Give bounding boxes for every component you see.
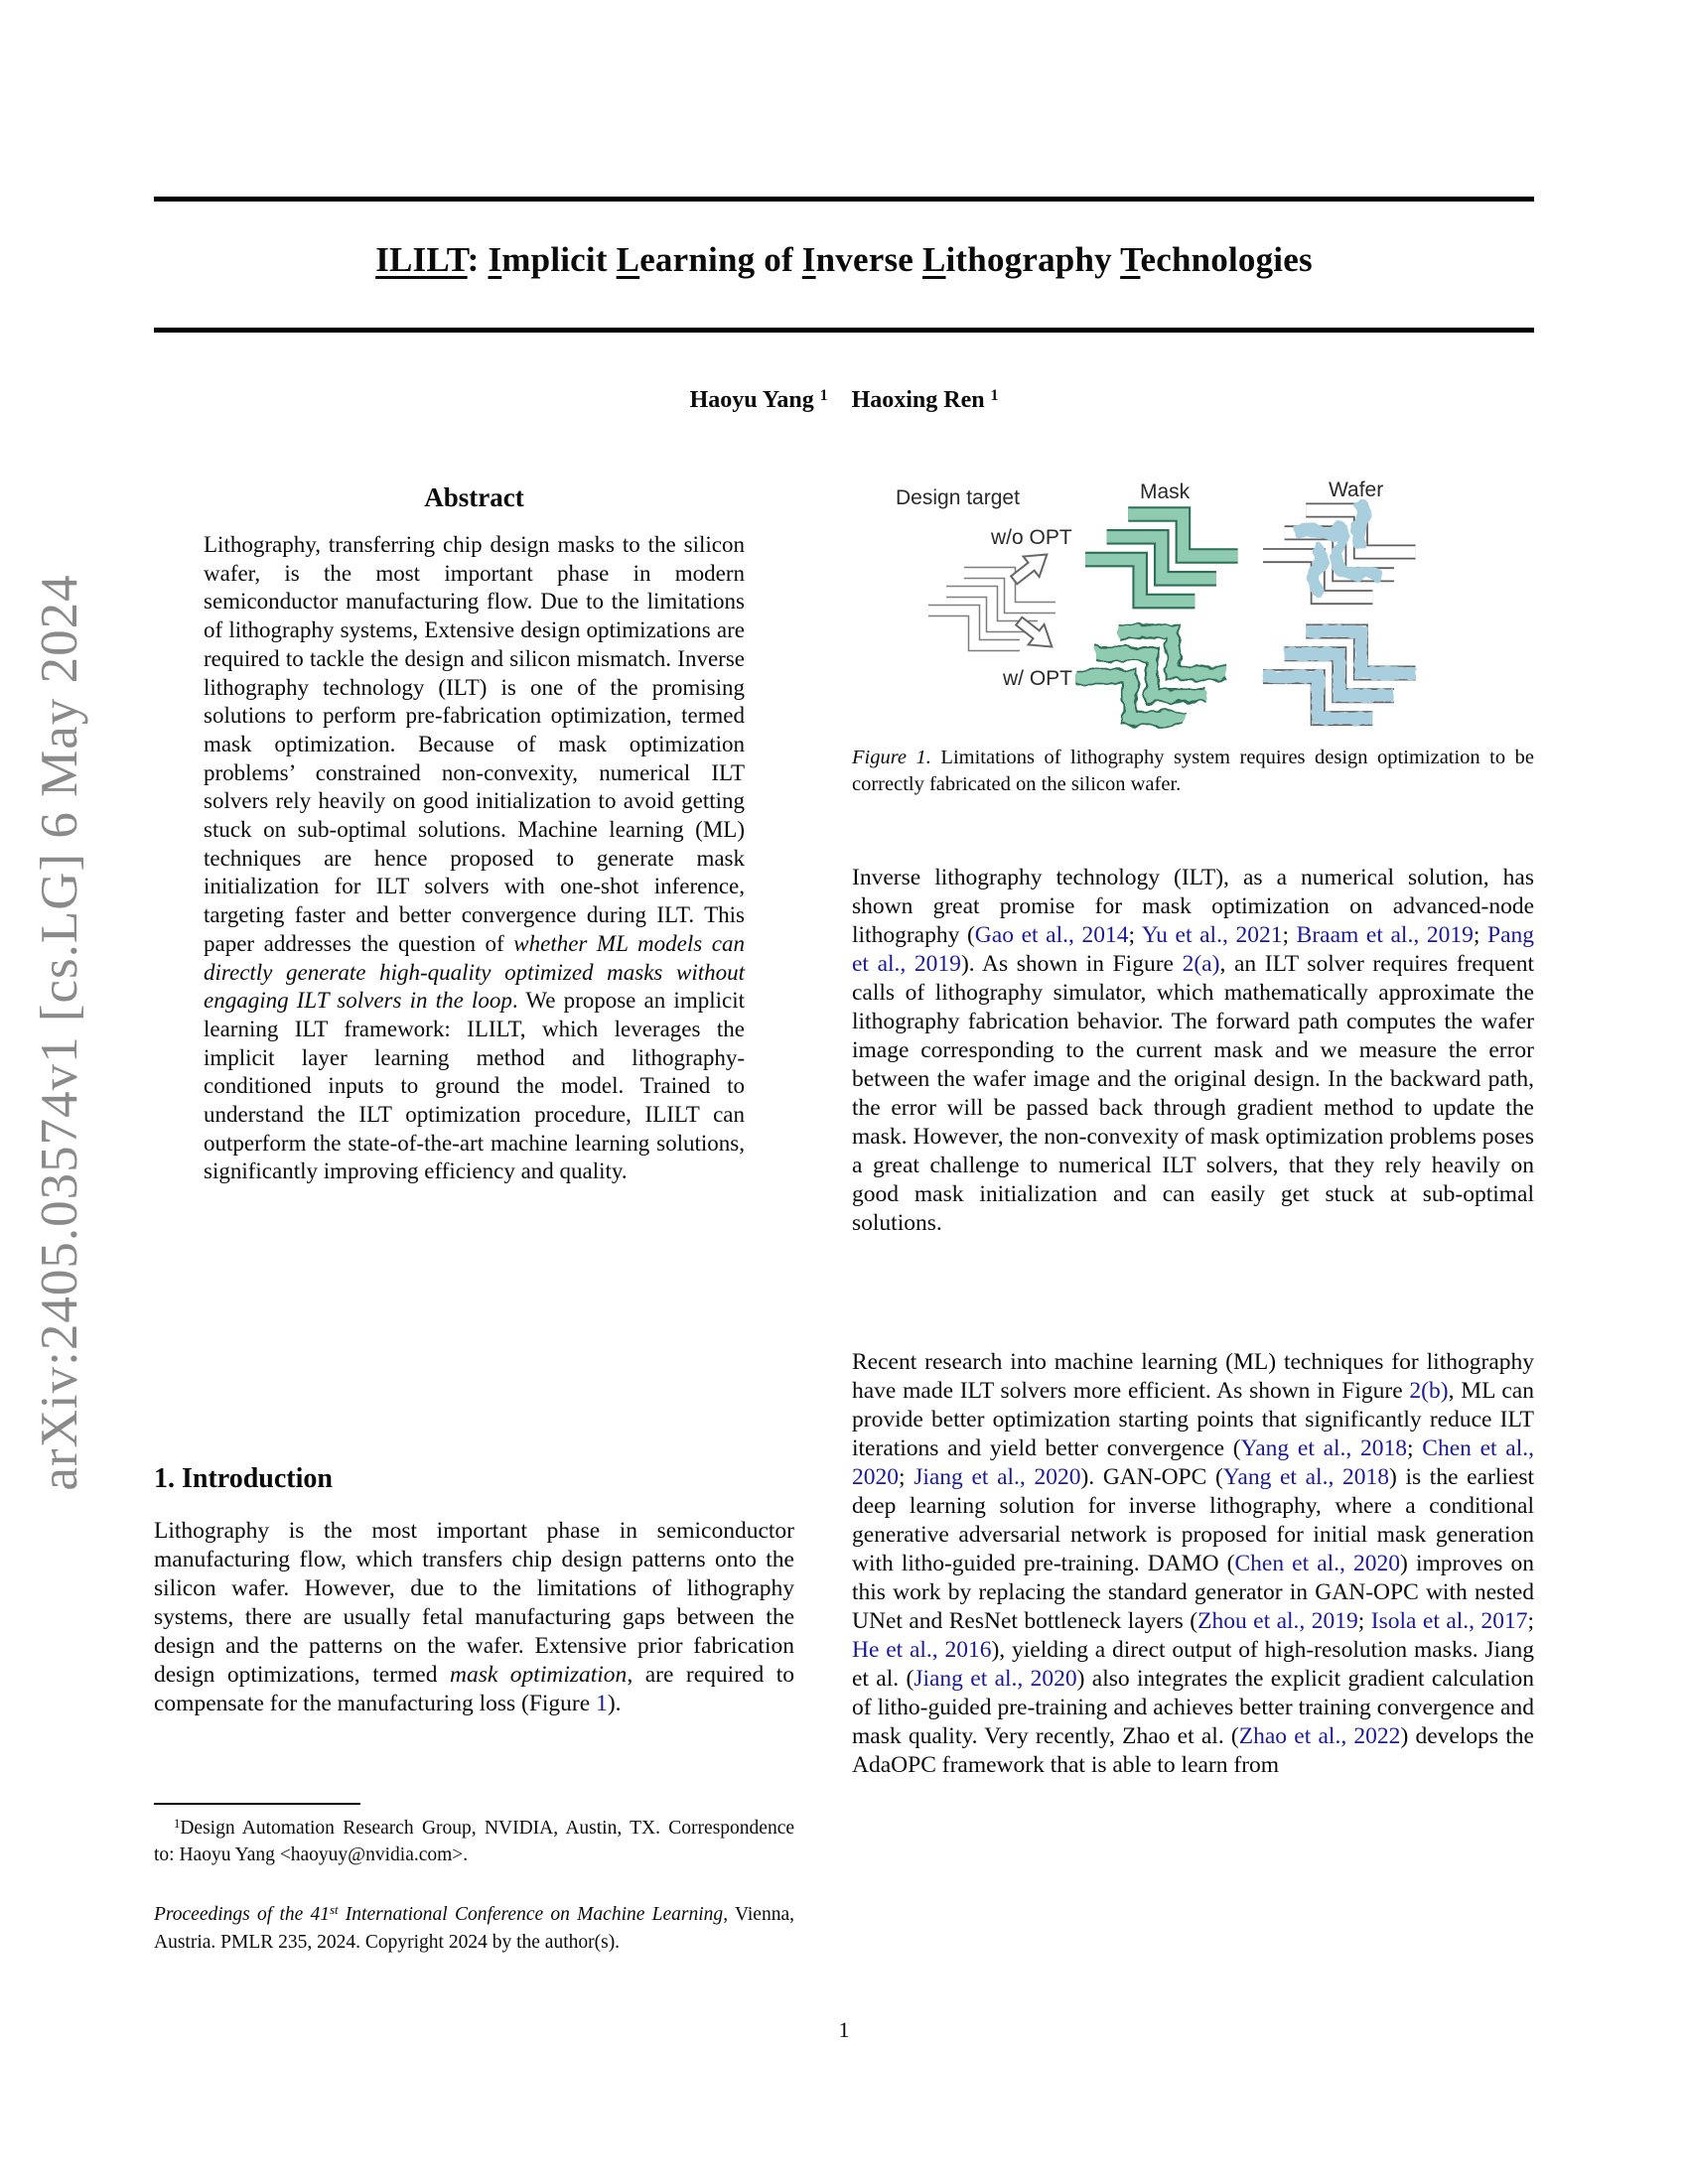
citation-link[interactable]: Jiang et al., 2020 (914, 1464, 1081, 1490)
paper-title (154, 240, 1534, 280)
mask-with-opt-shape (1075, 631, 1228, 719)
introduction-paragraph (154, 1517, 794, 1718)
abstract-heading: Abstract (424, 482, 524, 512)
text-segment: mplicit (501, 240, 617, 279)
text-segment (985, 387, 991, 413)
text-segment: : (467, 240, 489, 279)
wafer-with-opt-shape (1263, 631, 1416, 719)
citation-link[interactable]: Pang et al., 2019 (852, 922, 1535, 977)
citation-link[interactable]: 2(a) (1182, 951, 1220, 977)
text-segment: Figure 1. (852, 747, 931, 768)
text-segment: ; (1128, 922, 1142, 948)
proceedings-notice (154, 1902, 794, 1955)
text-segment: ; (1282, 922, 1297, 948)
text-segment: , ML can provide better optimization starting points that significantly reduce ILT iterations and yield better convergence ( (852, 1378, 1534, 1461)
text-segment: echnologies (1140, 240, 1313, 279)
text-segment: ; (1357, 1608, 1371, 1634)
text-segment: ). (607, 1691, 622, 1716)
text-segment: ; (899, 1464, 914, 1490)
text-segment: earning of (639, 240, 802, 279)
text-segment (828, 387, 852, 413)
text-segment: , Vienna, Austria. PMLR 235, 2024. Copyright 2024 by the author(s). (154, 1904, 794, 1953)
right-column-paragraph-1 (852, 864, 1534, 1238)
text-segment: 1 (174, 1817, 181, 1832)
text-segment: ) also integrates the explicit gradient calculation of litho-guided pre-training and achieves better training convergence and mask quality. Very recently, Zhao et al. ( (852, 1666, 1534, 1749)
text-segment: Haoyu Yang (689, 387, 814, 413)
figure1-label-wafer: Wafer (1329, 478, 1384, 501)
section-heading-introduction: 1. Introduction (154, 1463, 333, 1494)
text-segment: 1 (990, 386, 999, 404)
citation-link[interactable]: Jiang et al., 2020 (914, 1666, 1077, 1692)
figure1-label-mask: Mask (1140, 480, 1191, 503)
footnote-rule (154, 1803, 360, 1805)
text-segment: ) is the earliest deep learning solution for inverse lithography, where a conditional generative adversarial network is proposed for initial mask generation with litho-guided pre-training. DAMO ( (852, 1464, 1535, 1576)
text-segment: I (488, 240, 502, 279)
text-segment: Recent research into machine learning (ML) techniques for lithography have made ILT solvers more efficient. As shown in Figure (852, 1349, 1534, 1404)
citation-link[interactable]: Yang et al., 2018 (1240, 1435, 1408, 1461)
page-number: 1 (838, 2017, 850, 2042)
text-segment: ithography (945, 240, 1121, 279)
citation-link[interactable]: Zhao et al., 2022 (1238, 1723, 1401, 1749)
text-segment: st (330, 1903, 339, 1918)
citation-link[interactable]: Yu et al., 2021 (1141, 922, 1283, 948)
text-segment: . We propose an implicit learning ILT framework: ILILT, which leverages the implicit layer learning method and lithography-conditioned inputs to ground the model. Trained to understand the ILT optimization procedure, ILILT can outperform the state-of-the-art machine learning solutions, significantly improving efficiency and quality. (204, 988, 745, 1184)
text-segment: , an ILT solver requires frequent calls of lithography simulator, which mathematically approximate the lithography fabrication behavior. The forward path computes the wafer image corresponding to the current mask and we measure the error between the wafer image and the original design. In the backward path, the error will be passed back through gradient method to update the mask. However, the non-convexity of mask optimization problems poses a great challenge to numerical ILT solvers, that they rely heavily on good mask initialization and can easily get stuck at sub-optimal solutions. (852, 951, 1535, 1236)
mask-without-opt-shape (1085, 514, 1238, 602)
wafer-without-opt-shape (1263, 504, 1416, 598)
citation-link[interactable]: Braam et al., 2019 (1296, 922, 1474, 948)
abstract-body (204, 531, 745, 1186)
figure1-graphic (874, 469, 1529, 737)
text-segment: ) develops the AdaOPC framework that is able to learn from (852, 1723, 1534, 1778)
citation-link[interactable]: 1 (596, 1691, 608, 1716)
text-segment: Inverse lithography technology (ILT), as a numerical solution, has shown great promise for mask optimization on advanced-node lithography ( (852, 865, 1534, 948)
figure1-label-with-opt: w/ OPT (1003, 667, 1073, 690)
citation-link[interactable]: 2(b) (1409, 1378, 1449, 1404)
authors-line (154, 387, 1534, 414)
figure1-label-design-target: Design target (896, 486, 1020, 509)
arxiv-watermark: arXiv:2405.03574v1 [cs.LG] 6 May 2024 (31, 574, 88, 1491)
text-segment: Proceedings of the 41 (154, 1904, 331, 1925)
citation-link[interactable]: Yang et al., 2018 (1222, 1464, 1389, 1490)
text-segment: nverse (815, 240, 922, 279)
citation-link[interactable]: Isola et al., 2017 (1370, 1608, 1528, 1634)
text-segment: T (1120, 240, 1141, 279)
text-segment: ). GAN-OPC ( (1080, 1464, 1223, 1490)
text-segment: Haoxing Ren (851, 387, 985, 413)
text-segment: whether ML models can directly generate high-quality optimized masks without engaging ILT solvers in the loop (204, 930, 745, 1014)
text-segment: ; (1473, 922, 1488, 948)
citation-link[interactable]: He et al., 2016 (852, 1637, 992, 1663)
text-segment: ). As shown in Figure (960, 951, 1183, 977)
text-segment: L (921, 240, 946, 279)
citation-link[interactable]: Chen et al., 2020 (1234, 1551, 1401, 1576)
text-segment: ), yielding a direct output of high-resolution masks. Jiang et al. ( (852, 1637, 1534, 1692)
text-segment: Lithography is the most important phase in semiconductor manufacturing flow, which transfers chip design patterns onto the silicon wafer. However, due to the limitations of lithography systems, there are usually fetal manufacturing gaps between the design and the patterns on the wafer. Extensive prior fabrication design optimizations, termed (154, 1518, 794, 1688)
text-segment: International Conference on Machine Learning (338, 1904, 724, 1925)
footnote-affiliation (154, 1816, 794, 1867)
text-segment: 1 (819, 386, 828, 404)
text-segment: Lithography, transferring chip design masks to the silicon wafer, is the most important phase in modern semiconductor manufacturing flow. Due to the limitations of lithography systems, Extensive design optimizations are required to tackle the design and silicon mismatch. Inverse lithography technology (ILT) is one of the promising solutions to perform pre-fabrication optimization, termed mask optimization. Because of mask optimization problems’ constrained non-convexity, numerical ILT solvers rely heavily on good initialization to avoid getting stuck on sub-optimal solutions. Machine learning (ML) techniques are hence proposed to generate mask initialization for ILT solvers with one-shot inference, targeting faster and better convergence during ILT. This paper addresses the question of (204, 532, 745, 956)
text-segment: mask optimization (449, 1662, 628, 1688)
text-segment (814, 387, 820, 413)
citation-link[interactable]: Gao et al., 2014 (974, 922, 1129, 948)
right-column-paragraph-2 (852, 1348, 1534, 1780)
top-rule (154, 197, 1534, 202)
title-rule (154, 328, 1534, 333)
text-segment: ; (1527, 1608, 1535, 1634)
citation-link[interactable]: Chen et al., 2020 (852, 1435, 1535, 1490)
citation-link[interactable]: Zhou et al., 2019 (1197, 1608, 1358, 1634)
text-segment: , are required to compensate for the manufacturing loss (Figure (154, 1662, 795, 1716)
text-segment: ; (1407, 1435, 1423, 1461)
text-segment: I (801, 240, 816, 279)
figure1-label-without-opt: w/o OPT (991, 526, 1072, 549)
text-segment: L (616, 240, 640, 279)
figure1-caption (852, 745, 1534, 798)
text-segment: Limitations of lithography system requires design optimization to be correctly fabricated on the silicon wafer. (852, 747, 1534, 795)
text-segment: ILILT (375, 240, 468, 279)
text-segment: ) improves on this work by replacing the standard generator in GAN-OPC with nested UNet and ResNet bottleneck layers ( (852, 1551, 1535, 1634)
text-segment: Design Automation Research Group, NVIDIA, Austin, TX. Correspondence to: Haoyu Yang <haoyuy@nvidia.com>. (154, 1818, 794, 1865)
